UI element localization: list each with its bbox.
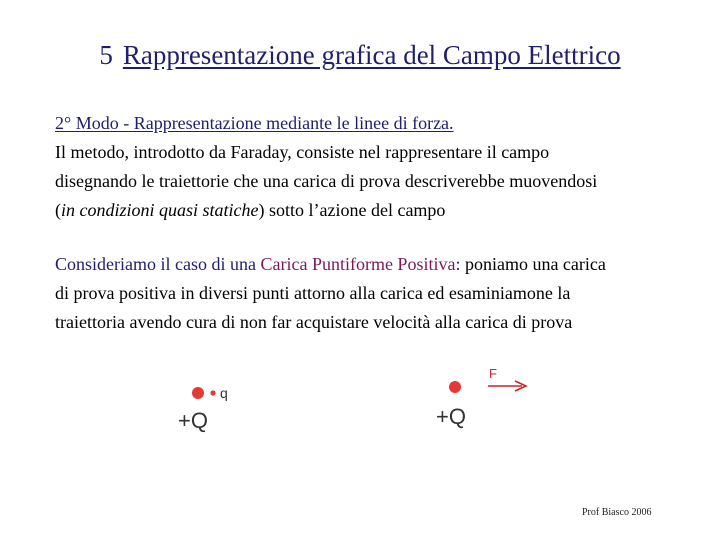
left-charge-label: +Q [178, 408, 208, 433]
source-charge-right-dot [449, 381, 461, 393]
slide-number: 5 [99, 40, 113, 70]
force-label: F [489, 366, 497, 381]
method-subtitle: 2° Modo - Rappresentazione mediante le linee di forza. [55, 113, 454, 133]
test-charge-label: q [220, 385, 228, 401]
paragraph1-line1: Il metodo, introdotto da Faraday, consiste nel rappresentare il campo [55, 142, 550, 162]
point-charge-highlight: Carica Puntiforme Positiva [260, 254, 456, 274]
paragraph2-colon: : [455, 254, 461, 274]
right-charge-label: +Q [436, 404, 466, 429]
paragraph2-line2: di prova positiva in diversi punti attorno alla carica ed esaminiamone la [55, 283, 571, 303]
quasi-static-text: in condizioni quasi statiche [61, 200, 259, 220]
paragraph1-line2: disegnando le traiettorie che una carica di prova descriverebbe muovendosi [55, 171, 598, 191]
paragraph1-line3-rest: ) sotto l’azione del campo [258, 200, 446, 220]
paragraph2-line3: traiettoria avendo cura di non far acquistare velocità alla carica di prova [55, 312, 573, 332]
footer-credit: Prof Biasco 2006 [582, 507, 652, 518]
open-paren: ( [55, 200, 61, 220]
test-charge-dot [210, 390, 215, 395]
paragraph2-tail: poniamo una carica [460, 254, 606, 274]
slide-title-text: Rappresentazione grafica del Campo Elettrico [122, 40, 621, 70]
paragraph2-lead: Consideriamo il caso di una [55, 254, 261, 274]
source-charge-left-dot [192, 387, 204, 399]
